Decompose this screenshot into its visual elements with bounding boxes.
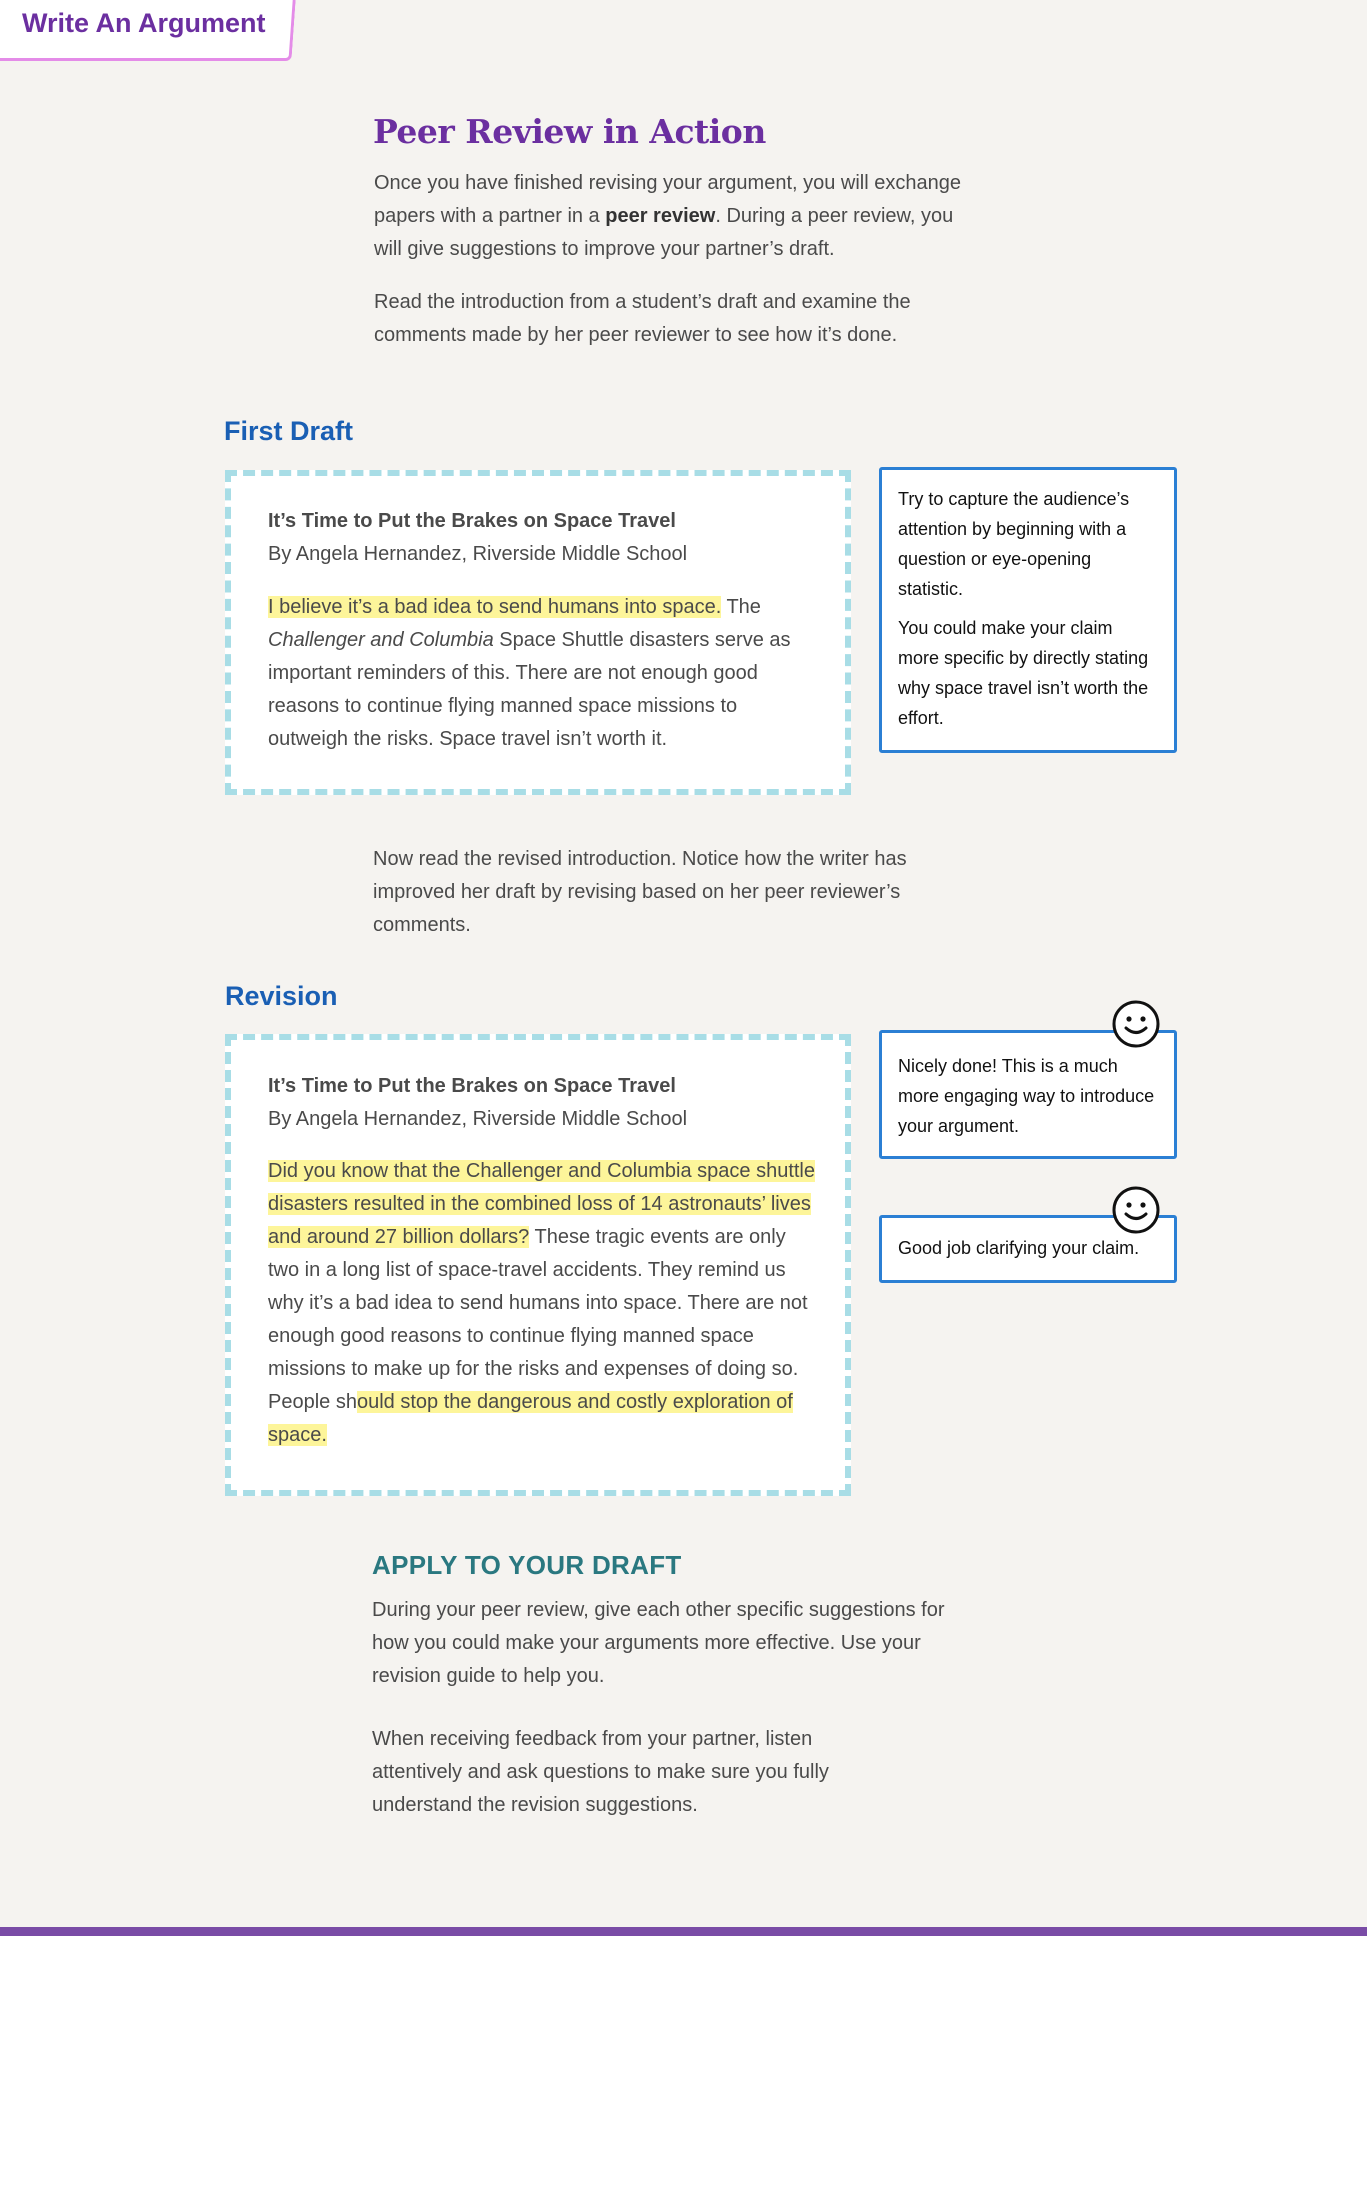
revision-essay-title: It’s Time to Put the Brakes on Space Travel [268, 1075, 676, 1097]
first-draft-italic: Challenger and Columbia [268, 629, 494, 651]
header-title: Write An Argument [22, 8, 266, 38]
apply-paragraph-2: When receiving feedback from your partner, listen attentively and ask questions to make sure you fully understand the revision suggestions. [372, 1728, 829, 1816]
comment-capture-attention: Try to capture the audience’s attention by beginning with a question or eye-opening statistic. [898, 489, 1130, 599]
revision-byline: By Angela Hernandez, Riverside Middle School [268, 1108, 688, 1130]
smiley-icon [1111, 999, 1161, 1049]
revision-comment-engaging [879, 1030, 1177, 1159]
revision-essay-text: Did you know that the Challenger and Columbia space shuttle disasters resulted in the combined loss of 14 astronauts’ lives and around 27 billion dollars? These tragic events are only two in a long list of space-travel accidents. They remind us why it’s a bad idea to send humans into space. There are not enough good reasons to continue flying manned space missions to make up for the risks and expenses of doing so. People should stop the dangerous and costly exploration of space. [268, 1160, 815, 1446]
intro-paragraph-2: Read the introduction from a student’s draft and examine the comments made by her peer reviewer to see how it’s done. [374, 291, 911, 346]
apply-heading: APPLY TO YOUR DRAFT [372, 1550, 682, 1580]
footer-divider [0, 1927, 1367, 1936]
intro-paragraph-1 [374, 167, 974, 266]
comment-good-job: Good job clarifying your claim. [898, 1238, 1140, 1258]
first-draft-essay-title: It’s Time to Put the Brakes on Space Travel [268, 510, 676, 532]
first-draft-byline: By Angela Hernandez, Riverside Middle School [268, 543, 688, 565]
revision-highlight-claim: ould stop the dangerous and costly exploration of space. [268, 1391, 793, 1446]
intro-text-after: . During a peer review, you will give suggestions to improve your partner’s draft. [374, 205, 954, 260]
first-draft-essay-text: I believe it’s a bad idea to send humans into space. The Challenger and Columbia Space Shuttle disasters serve as important reminders of this. There are not enough good reasons to continue flying manned space missions to outweigh the risks. Space travel isn’t worth it. [268, 596, 791, 750]
comment-specific-claim: You could make your claim more specific by directly stating why space travel isn’t worth the effort. [898, 618, 1149, 728]
first-draft-comment [879, 467, 1177, 753]
middle-paragraph: Now read the revised introduction. Notice how the writer has improved her draft by revising based on her peer reviewer’s comments. [373, 848, 907, 936]
first-draft-highlight: I believe it’s a bad idea to send humans into space. [268, 596, 722, 618]
apply-paragraph-1: During your peer review, give each other specific suggestions for how you could make your arguments more effective. Use your revision guide to help you. [372, 1599, 945, 1687]
revision-heading: Revision [225, 981, 338, 1011]
revision-highlight-question: Did you know that the Challenger and Columbia space shuttle disasters resulted in the combined loss of 14 astronauts’ lives and around 27 billion dollars? [268, 1160, 815, 1248]
intro-bold-term: peer review [605, 205, 716, 227]
page-title: Peer Review in Action [373, 112, 766, 151]
intro-text: Once you have finished revising your argument, you will exchange papers with a partner in a [374, 172, 961, 227]
smiley-icon [1111, 1185, 1161, 1235]
first-draft-heading: First Draft [224, 416, 354, 446]
comment-nicely-done: Nicely done! This is a much more engaging way to introduce your argument. [898, 1056, 1155, 1136]
